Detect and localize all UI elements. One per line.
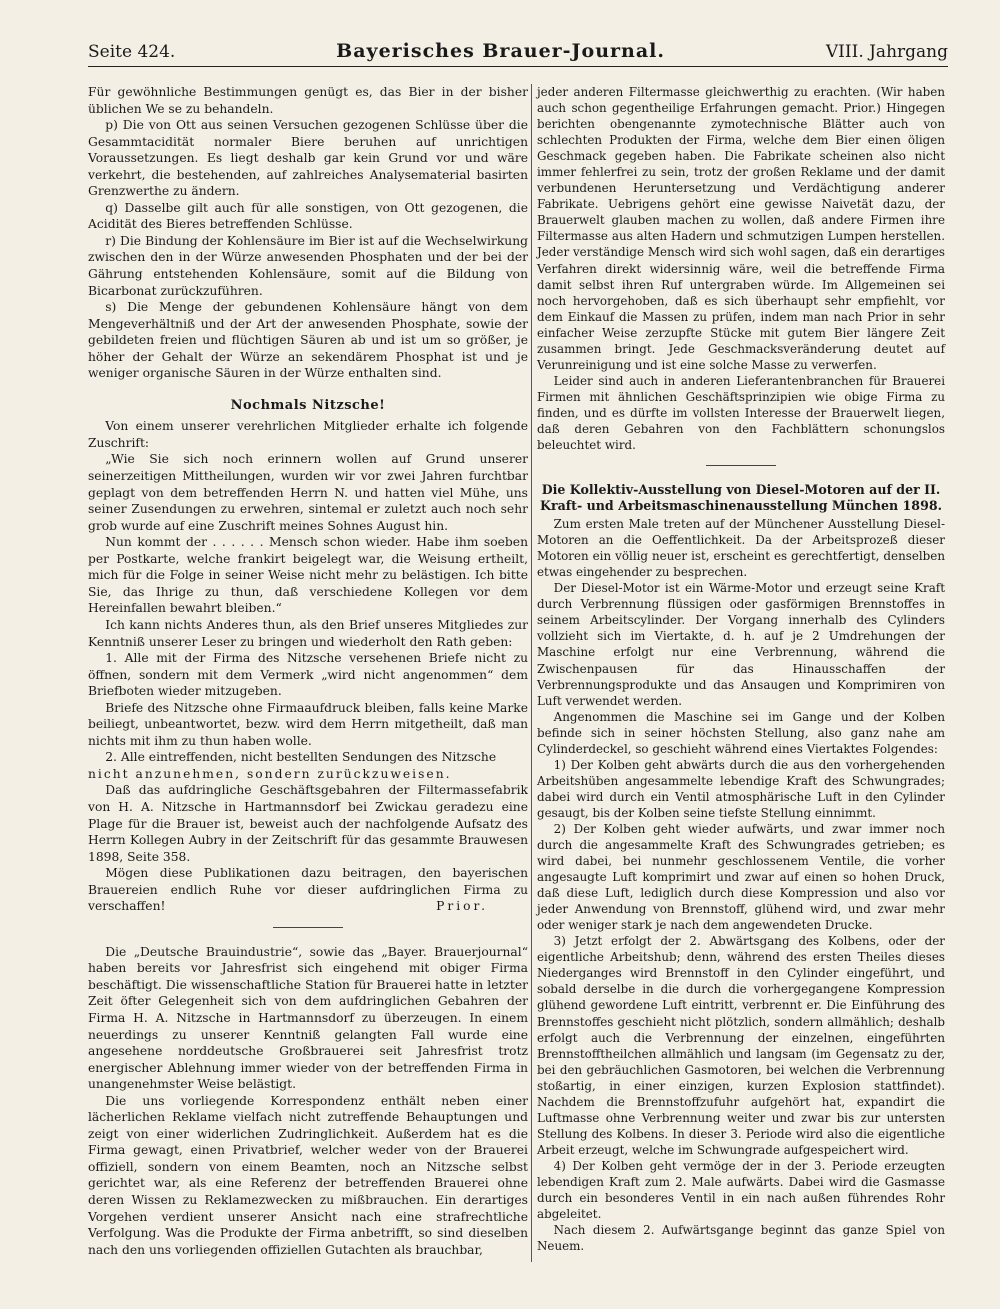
paragraph: 1) Der Kolben geht abwärts durch die aus den vorhergehenden Arbeitshüben angesammelte lebendige Kraft des Schwungrades; dabei wird durch ein Ventil atmosphärische Luft in den Cylinder gesaugt, bis der Kolben seine tiefste Stellung einnimmt. [537,757,945,820]
paragraph: 2. Alle eintreffenden, nicht bestellten Sendungen des Nitzsche [105,750,497,765]
paragraph: Zum ersten Male treten auf der Münchener Ausstellung Diesel-Motoren an die Oeffentlichkeit. Da der Arbeitsprozeß dieser Motoren ein völlig neuer ist, erscheint es gerechtfertigt, denselben etwas eingehender zu besprechen. [537,517,945,580]
paragraph: „Wie Sie sich noch erinnern wollen auf Grund unserer seinerzeitigen Mittheilungen, wurden wir vor zwei Jahren furchtbar geplagt von dem betreffenden Herrn N. und hatten viel Mühe, uns seiner Zusendungen zu erwehren, sintemal er zuletzt auch noch sehr grob wurde auf eine Zuschrift meines Sohnes August hin. [88,452,528,533]
paragraph: Nach diesem 2. Aufwärtsgange beginnt das ganze Spiel von Neuem. [537,1223,945,1254]
paragraph: Daß das aufdringliche Geschäftsgebahren der Filtermassefabrik von H. A. Nitzsche in Hartmannsdorf bei Zwickau geradezu eine Plage für die Brauer ist, beweist auch der nachfolgende Aufsatz des Herrn Kollegen Aubry in der Zeitschrift für das gesammte Brauwesen 1898, Seite 358. [88,783,528,864]
journal-title: Bayerisches Brauer-Journal. [336,40,666,62]
paragraph: Briefe des Nitzsche ohne Firmaaufdruck bleiben, falls keine Marke beiliegt, unbeantwortet, bezw. wird dem Herrn mitgetheilt, daß man nichts mit ihm zu thun haben wolle. [88,700,528,748]
paragraph: Angenommen die Maschine sei im Gange und der Kolben befinde sich in seiner höchsten Stellung, also ganz nahe am Cylinderdeckel, so geschieht während eines Viertaktes Folgendes: [537,709,945,756]
paragraph: Von einem unserer verehrlichen Mitglieder erhalte ich folgende Zuschrift: [88,419,528,450]
section-rule [273,927,343,928]
section-heading-diesel: Die Kollektiv-Ausstellung von Diesel-Motoren auf der II. Kraft- und Arbeitsmaschinenausstellung München 1898. [540,482,942,514]
column-divider [531,84,532,1262]
left-column [88,84,528,1258]
volume-label: VIII. Jahrgang [825,42,948,62]
paragraph: 3) Jetzt erfolgt der 2. Abwärtsgang des Kolbens, oder der eigentliche Arbeitshub; denn, während des ersten Theiles dieses Niederganges wird Brennstoff in den Cylinder eingeführt, und sobald derselbe in die durch die vorhergegangene Kompression glühend gewordene Luft eintritt, verbrennt er. Die Einführung des Brennstoffes geschieht nicht plötzlich, sondern allmählich; deshalb erfolgt auch die Verbrennung der einzelnen, eingeführten Brennstofftheilchen allmählich und langsam (im Gegensatz zu der, bei den gebräuchlichen Gasmotoren, bei welchen die Verbrennung stoßartig, in einer einzigen, kurzen Explosion stattfindet). Nachdem die Brennstoffzufuhr aufgehört hat, expandirt die Luftmasse ohne Verbrennung weiter und zwar bis zur untersten Stellung des Kolbens. In dieser 3. Periode wird also die eigentliche Arbeit erzeugt, welche im Schwungrade aufgespeichert wird. [537,934,945,1157]
paragraph: Der Diesel-Motor ist ein Wärme-Motor und erzeugt seine Kraft durch Verbrennung flüssigen oder gasförmigen Brennstoffes in seinem Arbeitscylinder. Der Vorgang innerhalb des Cylinders vollzieht sich im Viertakte, d. h. auf je 2 Umdrehungen der Maschine erfolgt nur eine Verbrennung, während die Zwischenpausen für das Hinausschaffen der Verbrennungsprodukte und das Ansaugen und Komprimiren von Luft verwendet werden. [537,581,945,708]
section-rule [706,465,776,466]
page-number: Seite 424. [88,42,176,62]
closing-text: Mögen diese Publikationen dazu beitragen, den bayerischen Brauereien endlich Ruhe vor dieser aufdringlichen Firma zu verschaffen! [88,866,528,914]
paragraph: p) Die von Ott aus seinen Versuchen gezogenen Schlüsse über die Gesammtacidität normaler Biere beruhen auf unrichtigen Voraussetzungen. Es liegt deshalb gar kein Grund vor und wäre verkehrt, die bestehenden, auf zahlreiches Analysematerial basirten Grenzwerthe zu ändern. [88,118,528,199]
paragraph: Die „Deutsche Brauindustrie“, sowie das „Bayer. Brauerjournal“ haben bereits vor Jahresfrist sich eingehend mit obiger Firma beschäftigt. Die wissenschaftliche Station für Brauerei hatte in letzter Zeit öfter Gelegenheit sich von dem aufdringlichen Gebahren der Firma H. A. Nitzsche in Hartmannsdorf zu überzeugen. In einem neuerdings zu unserer Kenntniß gelangten Fall wurde eine angesehene norddeutsche Großbrauerei seit Jahresfrist trotz energischer Ablehnung immer wieder von der betreffenden Firma in unangenehmster Weise belästigt. [88,944,528,1092]
paragraph: 2) Der Kolben geht wieder aufwärts, und zwar immer noch durch die angesammelte Kraft des Schwungrades getrieben; es wird dabei, bei nunmehr geschlossenem Ventile, die vorher angesaugte Luft komprimirt und zwar auf einen so hohen Druck, daß diese Luft, lediglich durch diese Kompression und also vor jeder Anwendung von Brennstoff, glühend wird, und zwar mehr oder weniger stark je nach dem angewendeten Drucke. [537,821,945,933]
paragraph: Für gewöhnliche Bestimmungen genügt es, das Bier in der bisher üblichen We se zu behandeln. [88,85,528,116]
paragraph [88,865,528,915]
paragraph: 1. Alle mit der Firma des Nitzsche versehenen Briefe nicht zu öffnen, sondern mit dem Vermerk „wird nicht angenommen“ dem Briefboten wieder mitzugeben. [88,651,528,699]
paragraph: Nun kommt der . . . . . . Mensch schon wieder. Habe ihm soeben per Postkarte, welche frankirt beigelegt war, die Weisung ertheilt, mich für die Folge in seiner Weise nicht mehr zu belästigen. Ich bitte Sie, das Ihrige zu thun, daß verschiedene Kollegen vor dem Hereinfallen bewahrt bleiben.“ [88,535,528,616]
paragraph: Leider sind auch in anderen Lieferantenbranchen für Brauerei Firmen mit ähnlichen Geschäftsprinzipien wie obige Firma zu finden, und es dürfte im vollsten Interesse der Brauerwelt liegen, daß deren Gebahren von den Fachblättern schonungslos beleuchtet wird. [537,373,945,453]
page-header [88,28,948,67]
paragraph: q) Dasselbe gilt auch für alle sonstigen, von Ott gezogenen, die Acidität des Bieres betreffenden Schlüsse. [88,200,528,232]
paragraph: 4) Der Kolben geht vermöge der in der 3. Periode erzeugten lebendigen Kraft zum 2. Male aufwärts. Dabei wird die Gasmasse durch ein besonderes Ventil in ein nach außen führendes Rohr abgeleitet. [537,1158,945,1222]
section-heading-nitzsche: Nochmals Nitzsche! [230,397,386,413]
paragraph-spaced: nicht anzunehmen, sondern zurückzuweisen. [88,766,452,781]
paragraph: r) Die Bindung der Kohlensäure im Bier ist auf die Wechselwirkung zwischen den in der Würze anwesenden Phosphaten und der bei der Gährung entstehenden Kohlensäure, somit auf die Bildung von Bicarbonat zurückzuführen. [88,233,528,298]
right-column [537,84,945,1254]
signature: Prior. [436,899,488,914]
paragraph: s) Die Menge der gebundenen Kohlensäure hängt von dem Mengeverhältniß und der Art der anwesenden Phosphate, sowie der gebildeten freien und flüchtigen Säuren ab und ist um so größer, je höher der Gehalt der Würze an sekendärem Phosphat ist und je weniger organische Säuren in der Würze enthalten sind. [88,300,528,381]
paragraph: Ich kann nichts Anderes thun, als den Brief unseres Mitgliedes zur Kenntniß unserer Leser zu bringen und wiederholt den Rath geben: [88,617,528,649]
paragraph: Die uns vorliegende Korrespondenz enthält neben einer lächerlichen Reklame vielfach nicht zutreffende Behauptungen und zeigt von einer widerlichen Zudringlichkeit. Außerdem hat es die Firma gewagt, einen Privatbrief, welcher weder von der Brauerei offiziell, sondern von einem Beamten, noch an Nitzsche selbst gerichtet war, als eine Referenz der betreffenden Brauerei ohne deren Wissen zu Reklamezwecken zu mißbrauchen. Ein derartiges Vorgehen verdient unserer Ansicht nach eine strafrechtliche Verfolgung. Was die Produkte der Firma anbetrifft, so sind dieselben nach den uns vorliegenden offiziellen Gutachten als brauchbar, [88,1093,528,1257]
paragraph: jeder anderen Filtermasse gleichwerthig zu erachten. (Wir haben auch schon gegentheilige Erfahrungen gemacht. Prior.) Hingegen berichten obengenannte zymotechnische Blätter auch von schlechten Produkten der Firma, welche dem Bier einen öligen Geschmack gegeben haben. Die Fabrikate scheinen also nicht immer fehlerfrei zu sein, trotz der großen Reklame und der damit verbundenen Heruntersetzung und Verdächtigung anderer Fabrikate. Uebrigens gehört eine gewisse Naivetät dazu, der Brauerwelt glauben machen zu wollen, daß andere Firmen ihre Filtermasse aus alten Hadern und schmutzigen Lumpen herstellen. Jeder verständige Mensch wird sich wohl sagen, daß ein derartiges Verfahren direkt widersinnig wäre, weil die betreffende Firma damit selbst ihren Ruf untergraben würde. Im Allgemeinen sei noch hervorgehoben, daß es sich überhaupt sehr empfiehlt, vor dem Einkauf die Massen zu prüfen, indem man nach Prior in sehr einfacher Weise zerzupfte Stücke mit gutem Bier längere Zeit zusammen bringt. Jede Geschmacksveränderung deutet auf Verunreinigung und ist eine solche Masse zu verwerfen. [537,85,945,372]
